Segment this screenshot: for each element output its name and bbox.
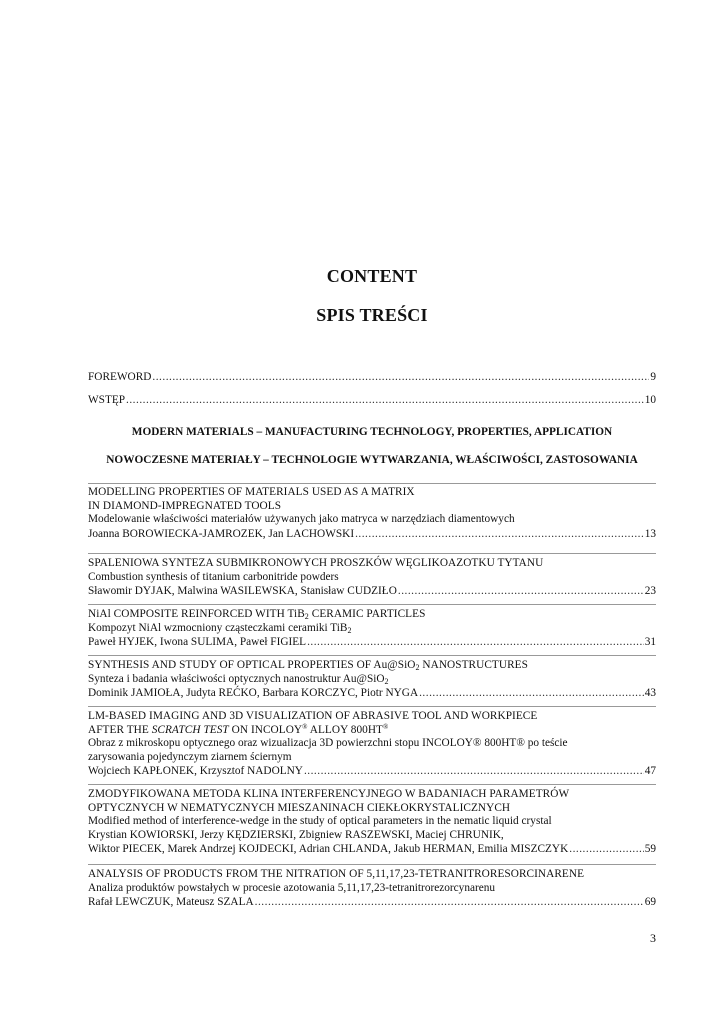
entry-subtitle: Krystian KOWIORSKI, Jerzy KĘDZIERSKI, Zbigniew RASZEWSKI, Maciej CHRUNIK, bbox=[88, 828, 504, 841]
entry-subtitle-part: Kompozyt NiAl wzmocniony cząsteczkami ceramiki TiB bbox=[88, 621, 348, 634]
entry-authors: Sławomir DYJAK, Malwina WASILEWSKA, Stanisław CUDZIŁO bbox=[88, 585, 397, 597]
entry-title bbox=[88, 659, 656, 673]
entry-subtitle: Analiza produktów powstałych w procesie azotowania 5,11,17,23-tetranitrorezorcynarenu bbox=[88, 881, 496, 894]
entry-title: MODELLING PROPERTIES OF MATERIALS USED AS A MATRIX bbox=[88, 486, 415, 498]
entry-title-part: NANOSTRUCTURES bbox=[419, 659, 528, 671]
entry-title-part: SYNTHESIS AND STUDY OF OPTICAL PROPERTIES OF Au@SiO bbox=[88, 659, 416, 671]
entry-subtitle bbox=[88, 673, 656, 687]
entry-separator bbox=[88, 655, 656, 656]
leader-dots bbox=[152, 370, 649, 384]
entry-title-part: ON INCOLOY bbox=[228, 723, 303, 736]
toc-page-number: 23 bbox=[644, 585, 656, 597]
toc-page-number: 69 bbox=[644, 896, 656, 908]
subscript: 2 bbox=[347, 625, 352, 635]
toc-page-number: 43 bbox=[644, 687, 656, 699]
leader-dots bbox=[355, 527, 644, 541]
entry-title-part: ALLOY 800HT bbox=[307, 723, 384, 736]
entry-separator bbox=[88, 706, 656, 707]
entry-title-part: CERAMIC PARTICLES bbox=[308, 608, 426, 620]
entry-title-italic: SCRATCH TEST bbox=[151, 723, 229, 736]
entry-separator bbox=[88, 784, 656, 785]
subscript: 2 bbox=[415, 663, 420, 672]
toc-entry[interactable] bbox=[88, 486, 656, 541]
entry-separator bbox=[88, 553, 656, 554]
entry-authors-line bbox=[88, 842, 656, 856]
registered-mark: ® bbox=[302, 722, 308, 731]
entry-title bbox=[88, 608, 656, 622]
toc-page-number: 59 bbox=[644, 843, 656, 855]
entry-authors-line bbox=[88, 635, 656, 649]
entry-subtitle bbox=[88, 622, 656, 636]
subscript: 2 bbox=[384, 676, 389, 686]
entry-subtitle: Modelowanie właściwości materiałów używanych jako matryca w narzędziach diamentowych bbox=[88, 513, 515, 525]
toc-page-number: 13 bbox=[644, 527, 656, 540]
entry-separator bbox=[88, 864, 656, 865]
entry-title: ANALYSIS OF PRODUCTS FROM THE NITRATION OF 5,11,17,23-TETRANITRORESORCINARENE bbox=[88, 868, 585, 880]
entry-subtitle: Obraz z mikroskopu optycznego oraz wizualizacja 3D powierzchni stopu INCOLOY® 800HT® po teście bbox=[88, 737, 568, 749]
section-heading-pl: NOWOCZESNE MATERIAŁY – TECHNOLOGIE WYTWARZANIA, WŁAŚCIWOŚCI, ZASTOSOWANIA bbox=[106, 454, 638, 466]
toc-entry[interactable] bbox=[88, 557, 656, 598]
entry-authors: Dominik JAMIOŁA, Judyta REĆKO, Barbara KORCZYC, Piotr NYGA bbox=[88, 687, 419, 699]
entry-authors: Wojciech KAPŁONEK, Krzysztof NADOLNY bbox=[88, 765, 303, 777]
entry-title: SPALENIOWA SYNTEZA SUBMIKRONOWYCH PROSZKÓW WĘGLIKOAZOTKU TYTANU bbox=[88, 557, 544, 569]
entry-title: OPTYCZNYCH W NEMATYCZNYCH MIESZANINACH CIEKŁOKRYSTALICZNYCH bbox=[88, 801, 511, 814]
entry-authors: Joanna BOROWIECKA-JAMROZEK, Jan LACHOWSKI bbox=[88, 527, 355, 540]
section-heading-en: MODERN MATERIALS – MANUFACTURING TECHNOLOGY, PROPERTIES, APPLICATION bbox=[131, 426, 613, 438]
entry-authors-line bbox=[88, 895, 656, 909]
entry-title: IN DIAMOND-IMPREGNATED TOOLS bbox=[88, 499, 282, 512]
entry-authors-line bbox=[88, 527, 656, 541]
toc-label: FOREWORD bbox=[88, 371, 152, 383]
entry-title: LM-BASED IMAGING AND 3D VISUALIZATION OF ABRASIVE TOOL AND WORKPIECE bbox=[88, 710, 538, 722]
entry-authors: Paweł HYJEK, Iwona SULIMA, Paweł FIGIEL bbox=[88, 636, 307, 648]
entry-title: ZMODYFIKOWANA METODA KLINA INTERFERENCYJNEGO W BADANIACH PARAMETRÓW bbox=[88, 788, 570, 800]
entry-subtitle: Modified method of interference-wedge in the study of optical parameters in the nematic liquid crystal bbox=[88, 815, 552, 827]
toc-page-number: 47 bbox=[644, 765, 656, 777]
subscript: 2 bbox=[304, 612, 309, 621]
toc-entry[interactable] bbox=[88, 659, 656, 700]
toc-label: WSTĘP bbox=[88, 394, 126, 406]
page-number: 3 bbox=[650, 931, 656, 945]
entry-authors: Wiktor PIECEK, Marek Andrzej KOJDECKI, Adrian CHLANDA, Jakub HERMAN, Emilia MISZCZYK bbox=[88, 843, 569, 855]
leader-dots bbox=[398, 584, 644, 598]
entry-subtitle: Combustion synthesis of titanium carbonitride powders bbox=[88, 570, 339, 583]
toc-entry[interactable] bbox=[88, 788, 656, 856]
registered-mark: ® bbox=[383, 722, 389, 731]
leader-dots bbox=[255, 895, 644, 909]
toc-page-number: 9 bbox=[650, 371, 656, 383]
toc-entry-foreword[interactable] bbox=[88, 370, 656, 384]
leader-dots bbox=[307, 635, 644, 649]
entry-authors: Rafał LEWCZUK, Mateusz SZALA bbox=[88, 896, 254, 908]
toc-page-number: 31 bbox=[644, 636, 656, 648]
toc-page-number: 10 bbox=[644, 394, 656, 406]
content-title: CONTENT bbox=[326, 266, 418, 286]
entry-authors-line bbox=[88, 686, 656, 700]
leader-dots bbox=[569, 842, 643, 856]
toc-entry[interactable] bbox=[88, 608, 656, 649]
toc-entry-wstep[interactable] bbox=[88, 393, 656, 407]
leader-dots bbox=[419, 686, 644, 700]
spis-tresci-title: SPIS TREŚCI bbox=[316, 305, 428, 325]
leader-dots bbox=[304, 764, 644, 778]
toc-entry[interactable] bbox=[88, 868, 656, 909]
entry-subtitle: zarysowania pojedynczym ziarnem ściernym bbox=[88, 750, 292, 763]
entry-title-part: NiAl COMPOSITE REINFORCED WITH TiB bbox=[88, 608, 305, 620]
entry-title bbox=[88, 724, 656, 738]
leader-dots bbox=[126, 393, 644, 407]
entry-subtitle-part: Synteza i badania właściwości optycznych nanostruktur Au@SiO bbox=[88, 672, 385, 685]
entry-authors-line bbox=[88, 764, 656, 778]
entry-separator bbox=[88, 604, 656, 605]
entry-authors-line bbox=[88, 584, 656, 598]
entry-title-part: AFTER THE bbox=[88, 723, 152, 736]
toc-entry[interactable] bbox=[88, 710, 656, 778]
entry-separator bbox=[88, 483, 656, 484]
